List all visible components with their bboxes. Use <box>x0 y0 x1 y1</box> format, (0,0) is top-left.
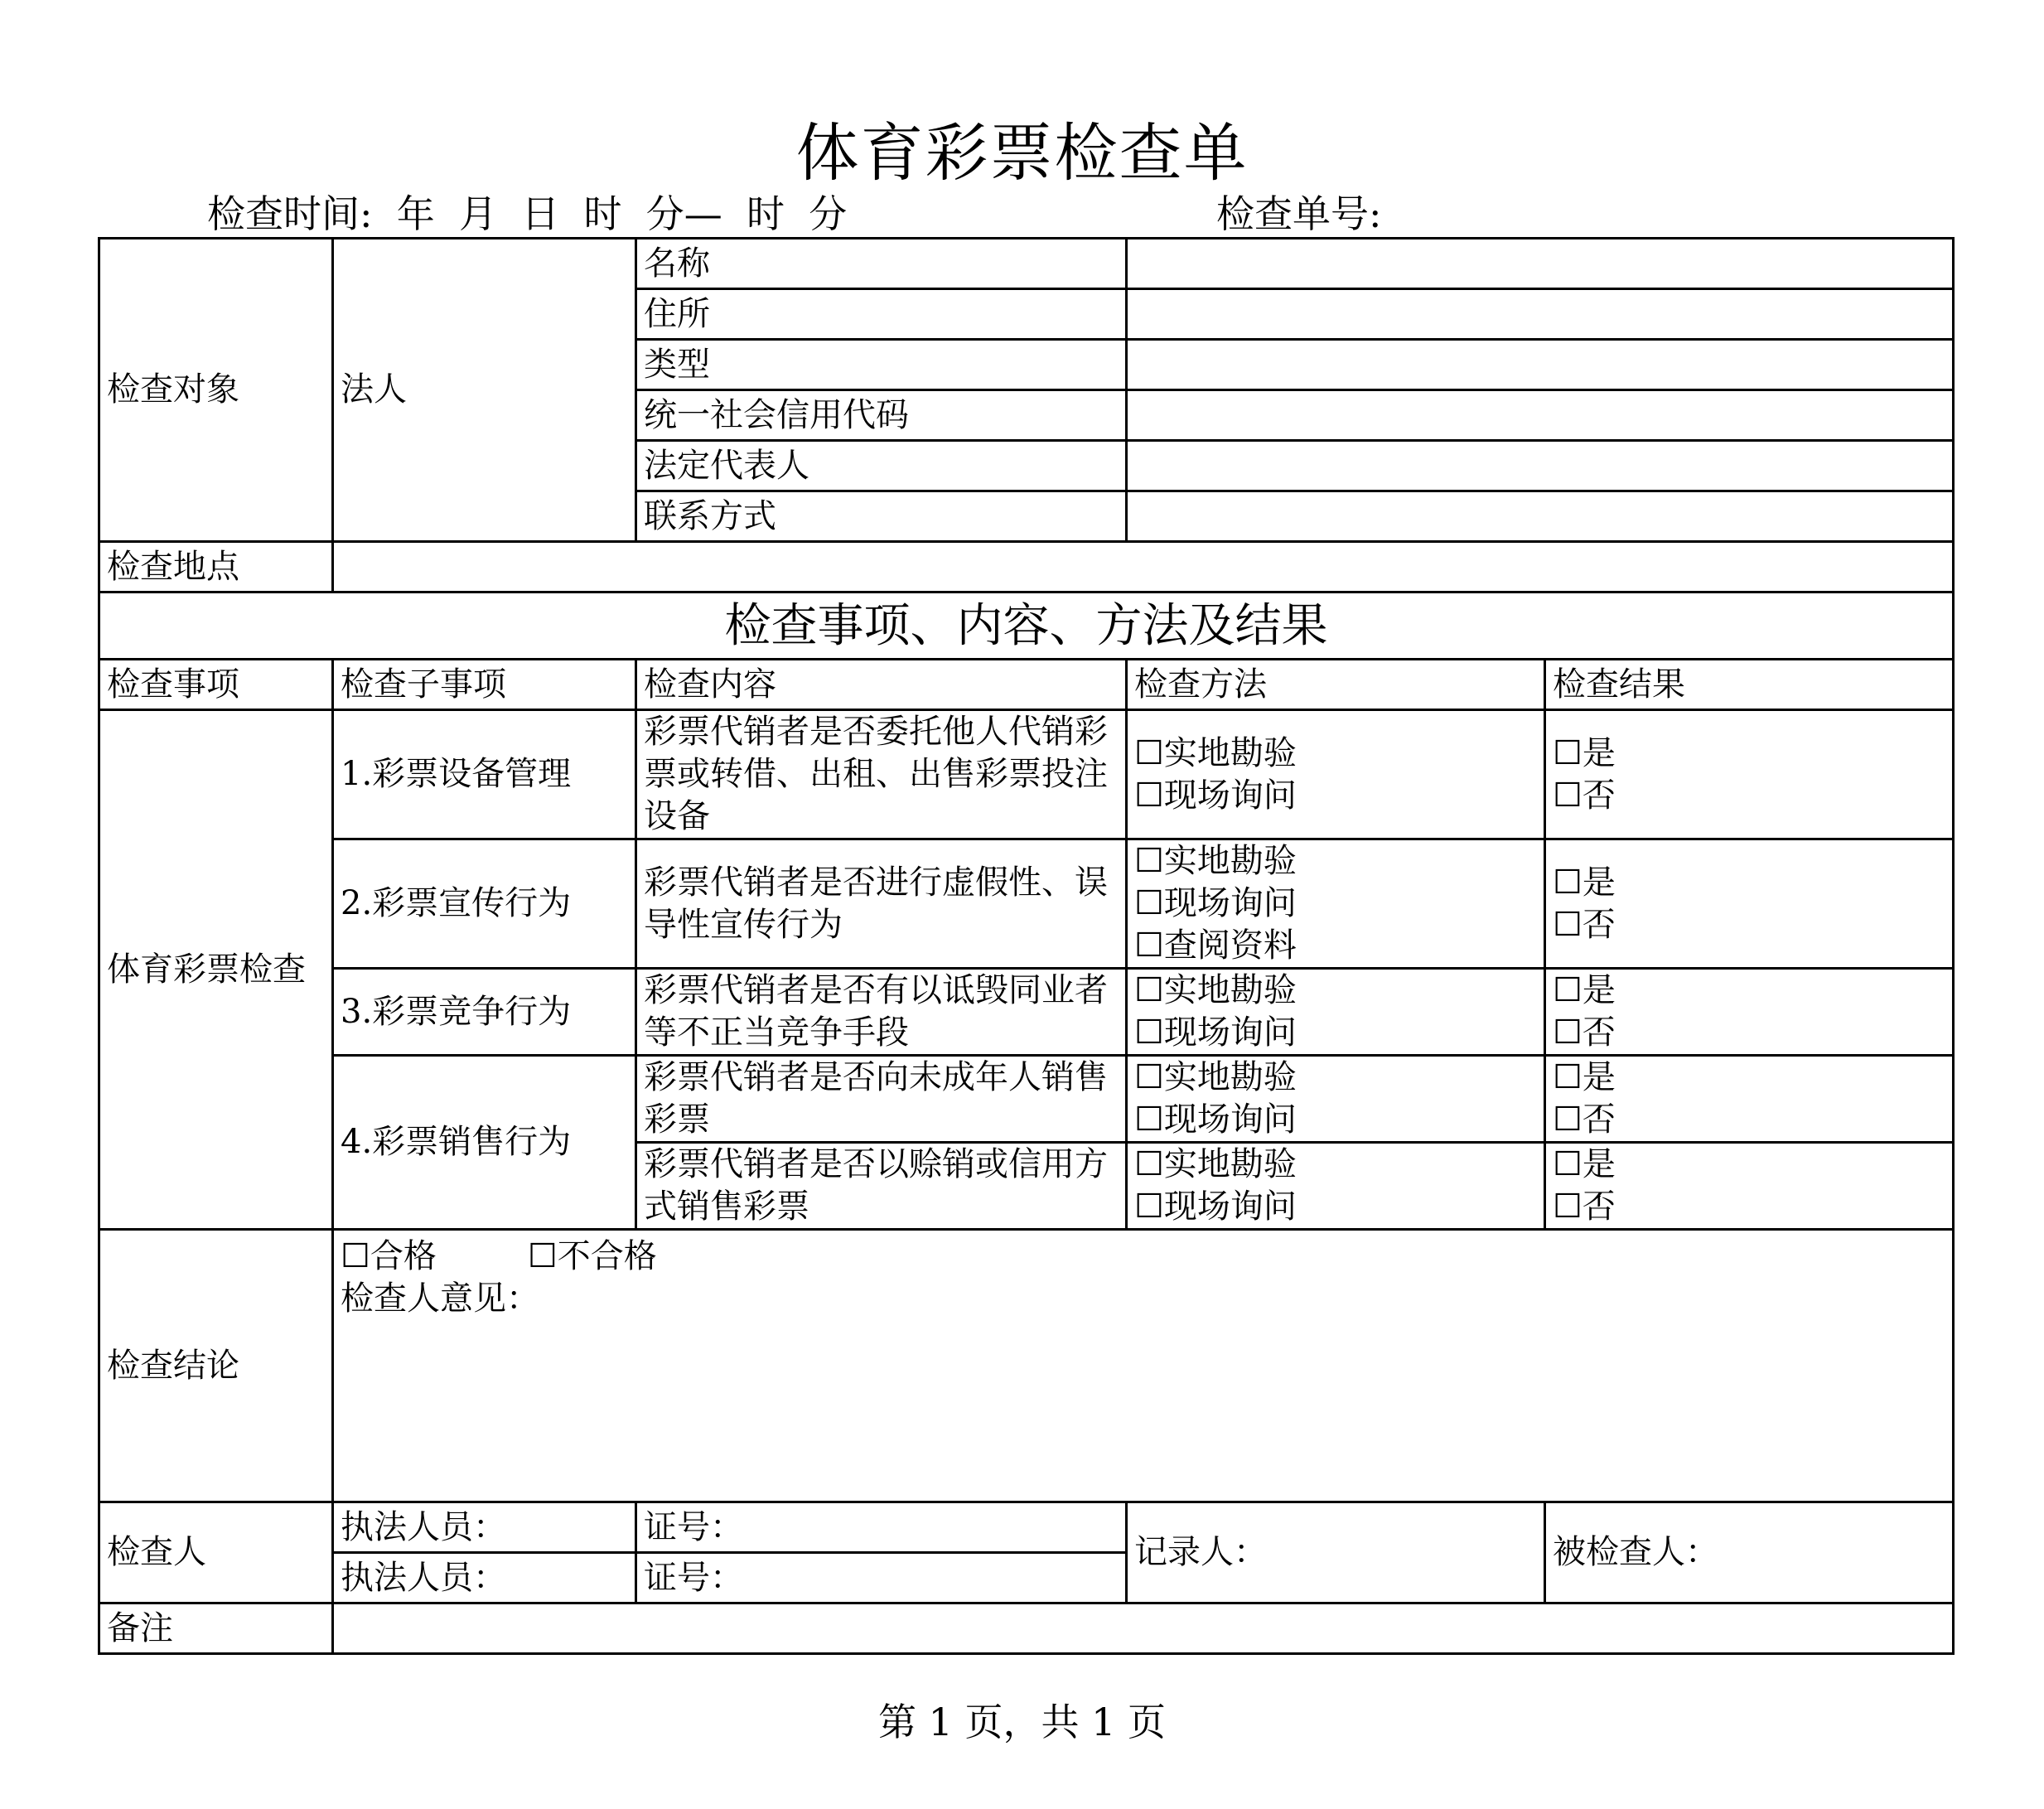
field-type-label: 类型 <box>636 340 1127 390</box>
field-type-value[interactable] <box>1127 340 1954 390</box>
inspector-label: 检查人 <box>99 1502 333 1603</box>
field-contact-value[interactable] <box>1127 491 1954 542</box>
field-address-label: 住所 <box>636 289 1127 340</box>
officer-1-label[interactable]: 执法人员： <box>333 1502 636 1553</box>
content-4: 彩票代销者是否向未成年人销售彩票 <box>636 1056 1127 1143</box>
content-5: 彩票代销者是否以赊销或信用方式销售彩票 <box>636 1143 1127 1230</box>
field-name-value[interactable] <box>1127 239 1954 289</box>
category-label: 体育彩票检查 <box>99 710 333 1230</box>
cert-1-label[interactable]: 证号： <box>636 1502 1127 1553</box>
conclusion-label: 检查结论 <box>99 1230 333 1502</box>
result-checkboxes-1[interactable]: ☐是 ☐否 <box>1545 710 1954 839</box>
officer-2-label[interactable]: 执法人员： <box>333 1553 636 1603</box>
col-header-content: 检查内容 <box>636 660 1127 710</box>
method-checkboxes-2[interactable]: ☐实地勘验 ☐现场询问 ☐查阅资料 <box>1127 839 1545 969</box>
page-footer: 第 1 页，共 1 页 <box>877 1700 1167 1744</box>
field-address-value[interactable] <box>1127 289 1954 340</box>
result-checkboxes-5[interactable]: ☐是 ☐否 <box>1545 1143 1954 1230</box>
subject-label: 检查对象 <box>99 239 333 542</box>
remarks-label: 备注 <box>99 1603 333 1654</box>
result-checkboxes-4[interactable]: ☐是 ☐否 <box>1545 1056 1954 1143</box>
inspection-number-label: 检查单号: <box>1216 191 1382 236</box>
location-label: 检查地点 <box>99 542 333 593</box>
col-header-item: 检查事项 <box>99 660 333 710</box>
method-checkboxes-1[interactable]: ☐实地勘验 ☐现场询问 <box>1127 710 1545 839</box>
subject-type: 法人 <box>333 239 636 542</box>
subitem-3: 3.彩票竞争行为 <box>333 969 636 1056</box>
field-name-label: 名称 <box>636 239 1127 289</box>
inspection-form-table <box>98 237 1955 1655</box>
fail-checkbox[interactable]: ☐不合格 <box>527 1237 657 1275</box>
subitem-4: 4.彩票销售行为 <box>333 1056 636 1230</box>
recorder-label[interactable]: 记录人： <box>1127 1502 1545 1603</box>
document-title: 体育彩票检查单 <box>795 116 1249 190</box>
pass-checkbox[interactable]: ☐合格 <box>341 1237 437 1275</box>
subitem-1: 1.彩票设备管理 <box>333 710 636 839</box>
content-2: 彩票代销者是否进行虚假性、误导性宣传行为 <box>636 839 1127 969</box>
col-header-result: 检查结果 <box>1545 660 1954 710</box>
method-checkboxes-3[interactable]: ☐实地勘验 ☐现场询问 <box>1127 969 1545 1056</box>
method-checkboxes-4[interactable]: ☐实地勘验 ☐现场询问 <box>1127 1056 1545 1143</box>
inspected-party-label[interactable]: 被检查人： <box>1545 1502 1954 1603</box>
content-3: 彩票代销者是否有以诋毁同业者等不正当竞争手段 <box>636 969 1127 1056</box>
field-contact-label: 联系方式 <box>636 491 1127 542</box>
field-credit-code-value[interactable] <box>1127 390 1954 441</box>
col-header-method: 检查方法 <box>1127 660 1545 710</box>
section-title: 检查事项、内容、方法及结果 <box>99 593 1954 660</box>
field-legal-rep-label: 法定代表人 <box>636 441 1127 491</box>
conclusion-area[interactable] <box>333 1230 1954 1502</box>
content-1: 彩票代销者是否委托他人代销彩票或转借、出租、出售彩票投注设备 <box>636 710 1127 839</box>
field-legal-rep-value[interactable] <box>1127 441 1954 491</box>
location-value[interactable] <box>333 542 1954 593</box>
col-header-subitem: 检查子事项 <box>333 660 636 710</box>
inspector-opinion-label: 检查人意见： <box>341 1279 539 1318</box>
subitem-2: 2.彩票宣传行为 <box>333 839 636 969</box>
cert-2-label[interactable]: 证号： <box>636 1553 1127 1603</box>
field-credit-code-label: 统一社会信用代码 <box>636 390 1127 441</box>
result-checkboxes-2[interactable]: ☐是 ☐否 <box>1545 839 1954 969</box>
inspection-time-label: 检查时间: 年 月 日 时 分— 时 分 <box>207 191 848 236</box>
result-checkboxes-3[interactable]: ☐是 ☐否 <box>1545 969 1954 1056</box>
method-checkboxes-5[interactable]: ☐实地勘验 ☐现场询问 <box>1127 1143 1545 1230</box>
remarks-value[interactable] <box>333 1603 1954 1654</box>
